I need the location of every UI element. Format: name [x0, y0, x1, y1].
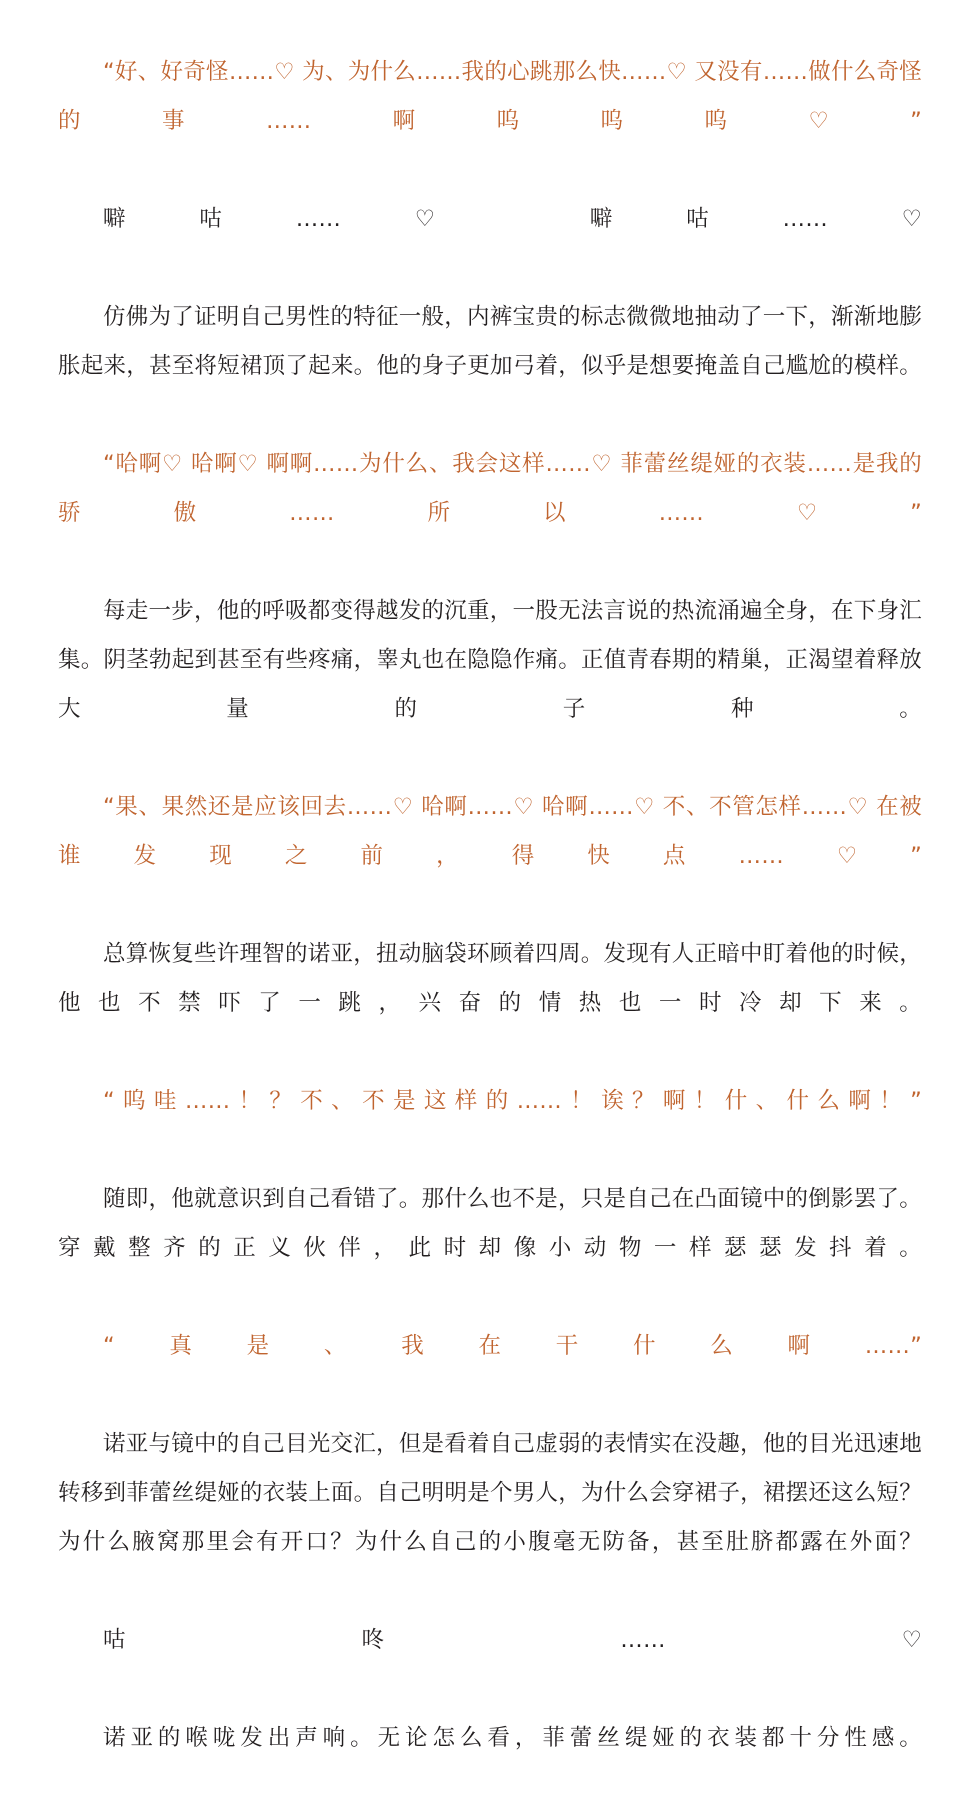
- paragraph-narration: 随即，他就意识到自己看错了。那什么也不是，只是自己在凸面镜中的倒影罢了。穿戴整齐的正义伙伴，此时却像小动物一样瑟瑟发抖着。: [58, 1186, 922, 1261]
- paragraph-narration: 咕咚……♡: [103, 1627, 922, 1653]
- paragraph-narration: 仿佛为了证明自己男性的特征一般，内裤宝贵的标志微微地抽动了一下，渐渐地膨胀起来，甚至将短裙顶了起来。他的身子更加弓着，似乎是想要掩盖自己尴尬的模样。: [58, 304, 922, 379]
- paragraph-narration: 诺亚与镜中的自己目光交汇，但是看着自己虚弱的表情实在没趣，他的目光迅速地转移到菲蕾丝缇娅的衣装上面。自己明明是个男人，为什么会穿裙子，裙摆还这么短？为什么腋窝那里会有开口？为什么自己的小腹毫无防备，甚至肚脐都露在外面？: [58, 1431, 922, 1555]
- paragraph-narration: 总算恢复些许理智的诺亚，扭动脑袋环顾着四周。发现有人正暗中盯着他的时候，他也不禁吓了一跳，兴奋的情热也一时冷却下来。: [58, 941, 922, 1016]
- paragraph-dialogue: “好、好奇怪……♡ 为、为什么……我的心跳那么快……♡ 又没有……做什么奇怪的事……啊呜呜呜♡”: [58, 59, 922, 134]
- paragraph-narration: 诺亚的喉咙发出声响。无论怎么看，菲蕾丝缇娅的衣装都十分性感。: [103, 1725, 922, 1751]
- document-text-body: [58, 48, 922, 1812]
- paragraph-dialogue: “真是、我在干什么啊……”: [103, 1333, 922, 1359]
- paragraph-dialogue: “哈啊♡ 哈啊♡ 啊啊……为什么、我会这样……♡ 菲蕾丝缇娅的衣装……是我的骄傲……所以……♡”: [58, 451, 922, 526]
- paragraph-dialogue: “呜哇……！？不、不是这样的……！诶？啊！什、什么啊！”: [103, 1088, 922, 1114]
- paragraph-narration: 每走一步，他的呼吸都变得越发的沉重，一股无法言说的热流涌遍全身，在下身汇集。阴茎勃起到甚至有些疼痛，睾丸也在隐隐作痛。正值青春期的精巢，正渴望着释放大量的子种。: [58, 598, 922, 722]
- paragraph-narration: 噼咕……♡ 噼咕……♡: [103, 206, 922, 232]
- paragraph-dialogue: “果、果然还是应该回去……♡ 哈啊……♡ 哈啊……♡ 不、不管怎样……♡ 在被谁发现之前，得快点……♡”: [58, 794, 922, 869]
